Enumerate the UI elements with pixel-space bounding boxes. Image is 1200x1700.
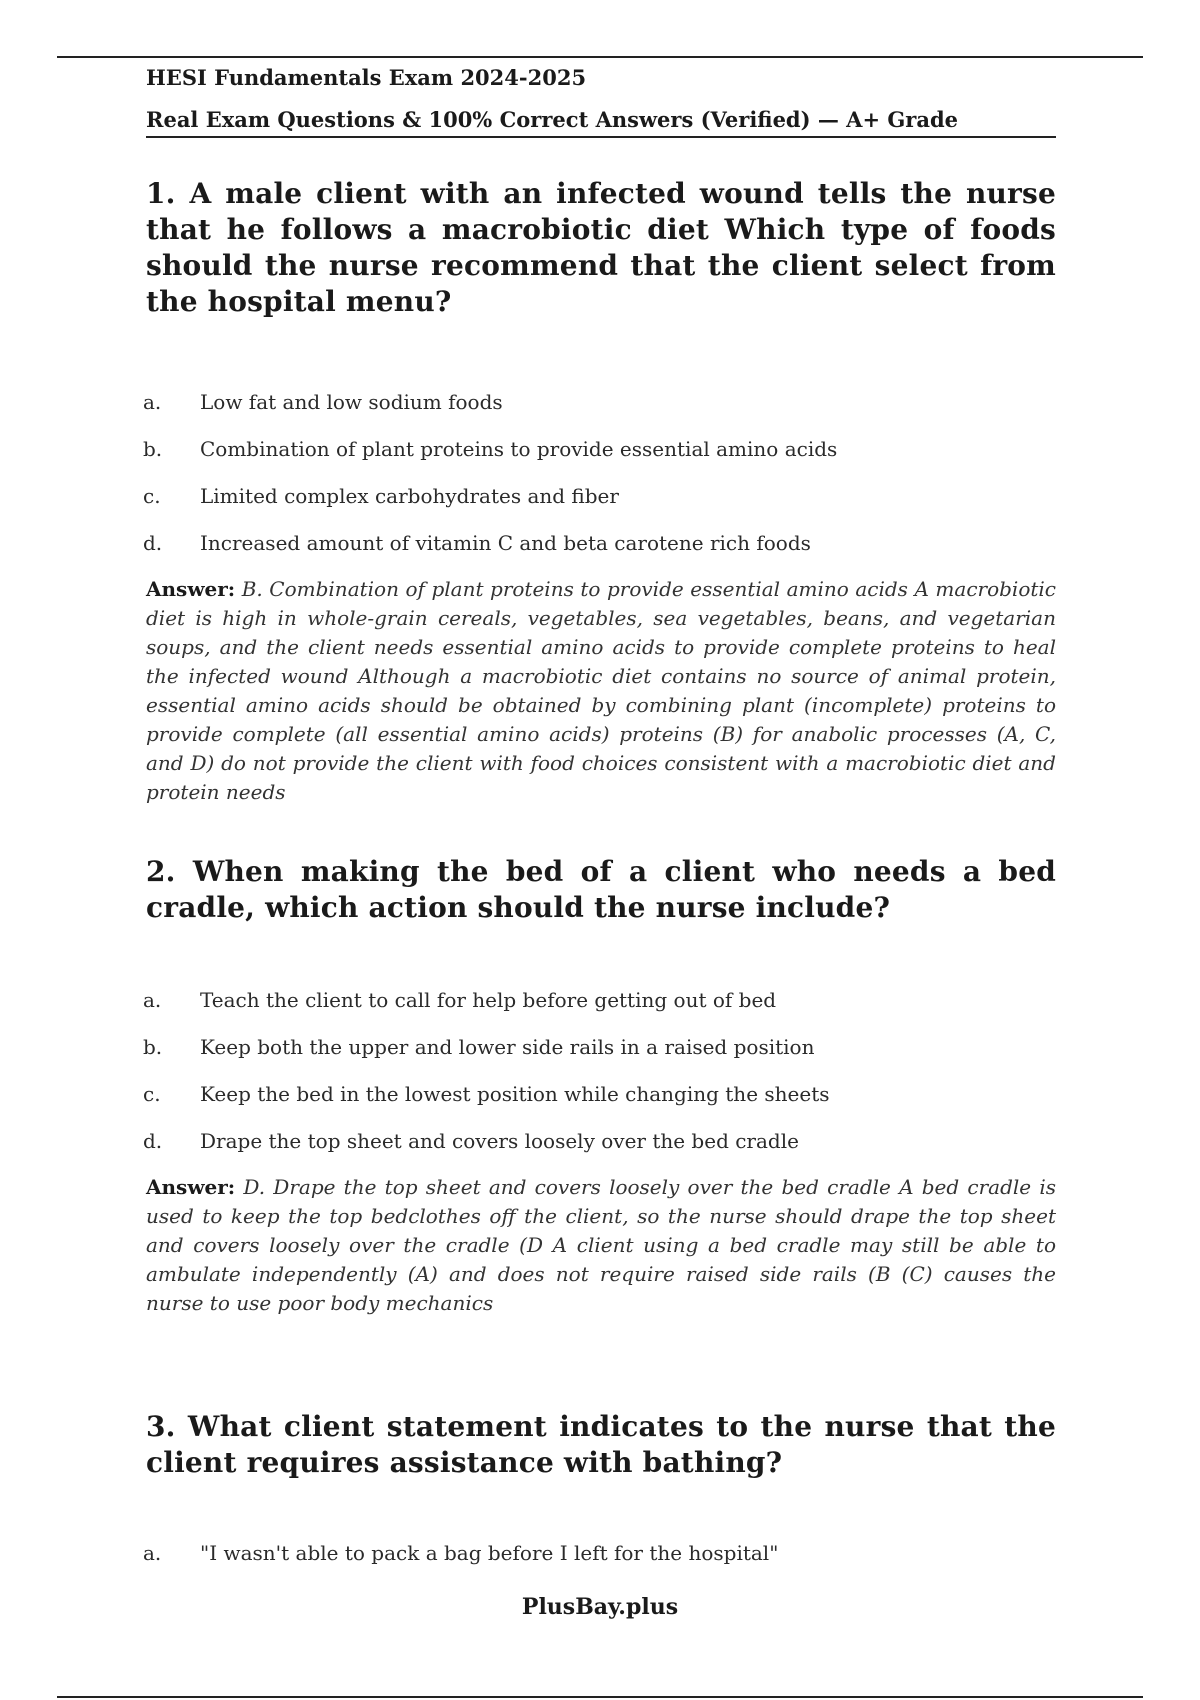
option-text: Increased amount of vitamin C and beta carotene rich foods (200, 531, 811, 555)
option-text: Limited complex carbohydrates and fiber (200, 484, 619, 508)
option-text: "I wasn't able to pack a bag before I left for the hospital" (200, 1541, 779, 1565)
option-item (143, 437, 1056, 461)
option-letter: b. (143, 437, 163, 461)
header-subtitle: Real Exam Questions & 100% Correct Answers (Verified) — A+ Grade (146, 108, 1056, 138)
answer-text: B. Combination of plant proteins to provide essential amino acids A macrobiotic diet is high in whole-grain cereals, vegetables, sea vegetables, beans, and vegetarian soups, and the client needs essential amino acids to provide complete proteins to heal the infected wound Although a macrobiotic diet contains no source of animal protein, essential amino acids should be obtained by combining plant (incomplete) proteins to provide complete (all essential amino acids) proteins (B) for anabolic processes (A, C, and D) do not provide the client with food choices consistent with a macrobiotic diet and protein needs (146, 577, 1056, 804)
option-letter: a. (143, 988, 162, 1012)
answer-label: Answer: (146, 1175, 236, 1199)
option-letter: c. (143, 484, 161, 508)
page-footer: PlusBay.plus (521, 1594, 679, 1620)
option-letter: a. (143, 390, 162, 414)
answer-block (146, 1173, 1056, 1318)
option-letter: c. (143, 1082, 161, 1106)
option-list (143, 988, 1056, 1153)
question-title: 3. What client statement indicates to the nurse that the client requires assistance with bathing? (146, 1410, 1056, 1479)
option-letter: d. (143, 531, 163, 555)
option-text: Combination of plant proteins to provide essential amino acids (200, 437, 838, 461)
question-title: 1. A male client with an infected wound tells the nurse that he follows a macrobiotic diet Which type of foods should the nurse recommend that the client select from the hospital menu? (146, 177, 1056, 318)
option-text: Teach the client to call for help before getting out of bed (200, 988, 777, 1012)
option-item (143, 1129, 1056, 1153)
option-item (143, 1035, 1056, 1059)
option-item (143, 1541, 1056, 1565)
question-title: 2. When making the bed of a client who needs a bed cradle, which action should the nurse include? (146, 855, 1056, 924)
option-text: Keep both the upper and lower side rails in a raised position (200, 1035, 815, 1059)
question-1 (143, 176, 1056, 807)
option-text: Drape the top sheet and covers loosely over the bed cradle (200, 1129, 799, 1153)
option-text: Keep the bed in the lowest position while changing the sheets (200, 1082, 830, 1106)
option-item (143, 988, 1056, 1012)
option-letter: b. (143, 1035, 163, 1059)
question-3 (143, 1409, 1056, 1588)
page-header (146, 66, 1056, 138)
top-rule (57, 56, 1143, 58)
answer-label: Answer: (146, 577, 236, 601)
answer-text: D. Drape the top sheet and covers loosely over the bed cradle A bed cradle is used to keep the top bedclothes off the client, so the nurse should drape the top sheet and covers loosely over the cradle (D A client using a bed cradle may still be able to ambulate independently (A) and does not require raised side rails (B (C) causes the nurse to use poor body mechanics (146, 1175, 1056, 1315)
header-title: HESI Fundamentals Exam 2024-2025 (146, 65, 587, 90)
option-text: Low fat and low sodium foods (200, 390, 503, 414)
option-letter: a. (143, 1541, 162, 1565)
answer-block (146, 575, 1056, 807)
question-2 (143, 854, 1056, 1318)
option-item (143, 390, 1056, 414)
bottom-rule (57, 1696, 1143, 1698)
option-item (143, 531, 1056, 555)
option-list (143, 390, 1056, 555)
option-item (143, 484, 1056, 508)
option-letter: d. (143, 1129, 163, 1153)
option-list (143, 1541, 1056, 1565)
option-item (143, 1082, 1056, 1106)
